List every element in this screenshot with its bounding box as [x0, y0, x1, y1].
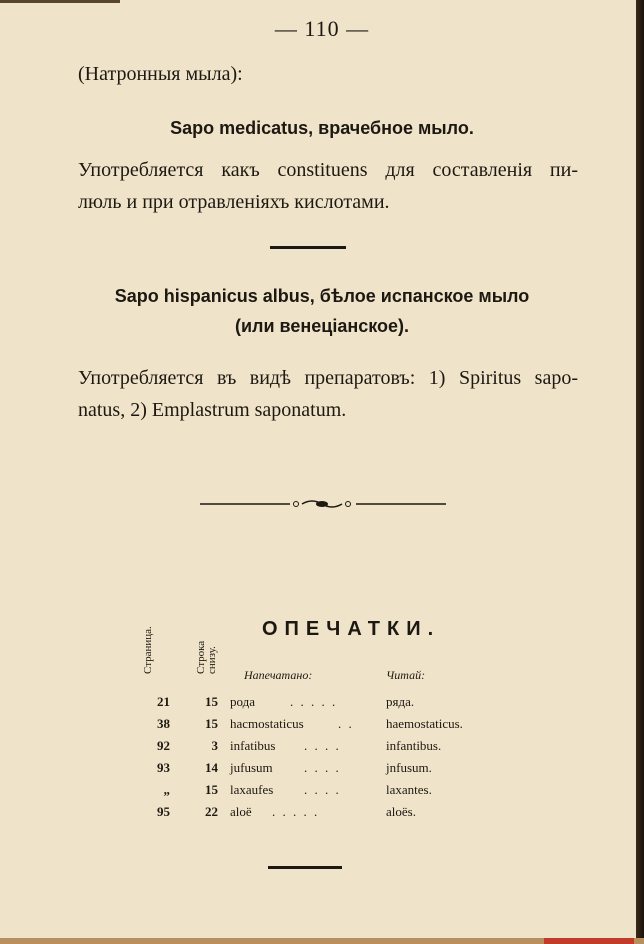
errata-printed: aloë [230, 804, 252, 819]
errata-line: 3 [211, 738, 218, 753]
leader-dots: . . . . [304, 782, 341, 797]
errata-printed: jufusum [230, 760, 273, 775]
leader-dots: . . [338, 716, 354, 731]
errata-read: haemostaticus. [386, 716, 463, 731]
errata-read: infantibus. [386, 738, 442, 753]
errata-read: laxantes. [386, 782, 432, 797]
leader-dots: . . . . . [272, 804, 320, 819]
section1-body-line1: Употребляется какъ constituens для составленія пи- [78, 159, 578, 181]
section2-body-line1: Употребляется въ видѣ препаратовъ: 1) Spiritus sapo- [78, 367, 578, 389]
section-divider-rule [270, 246, 346, 249]
errata-header-line: Строка снизу. [195, 640, 218, 674]
section2-heading-line1: Sapo hispanicus albus, бѣлое испанское мыло [114, 286, 530, 306]
errata-header-printed: Напечатано: [244, 668, 313, 682]
errata-line: 15 [205, 782, 218, 797]
errata-page: 95 [157, 804, 170, 819]
table-row [0, 760, 644, 782]
section2-body-line2: natus, 2) Emplastrum saponatum. [78, 399, 347, 421]
errata-page: „ [163, 782, 170, 797]
errata-printed: infatibus [230, 738, 276, 753]
page-edge-top [0, 0, 120, 3]
page-number: — 110 — [274, 16, 370, 41]
leader-dots: . . . . [304, 738, 341, 753]
errata-page: 21 [157, 694, 170, 709]
errata-line: 14 [205, 760, 218, 775]
closing-rule [268, 866, 342, 869]
table-row [0, 694, 644, 716]
errata-printed: hacmostaticus [230, 716, 304, 731]
table-row [0, 738, 644, 760]
errata-printed: laxaufes [230, 782, 274, 797]
leader-dots: . . . . [304, 760, 341, 775]
leader-dots: . . . . . [290, 694, 338, 709]
section2-heading-line2: (или венеціанское). [234, 316, 409, 336]
errata-line: 22 [205, 804, 218, 819]
errata-read: aloës. [386, 804, 416, 819]
section1-body-line2: люль и при отравленіяхъ кислотами. [78, 191, 390, 213]
errata-header-read: Читай: [386, 668, 426, 682]
table-row [0, 804, 644, 826]
errata-read: jnfusum. [386, 760, 432, 775]
section1-heading: Sapo medicatus, врачебное мыло. [170, 118, 474, 138]
errata-line: 15 [205, 694, 218, 709]
page-edge-bottom-red [544, 938, 634, 944]
page-edge-right [636, 0, 644, 944]
errata-page: 93 [157, 760, 170, 775]
table-row [0, 782, 644, 804]
table-row [0, 716, 644, 738]
errata-title: ОПЕЧАТКИ. [262, 618, 441, 640]
errata-read: ряда. [386, 694, 415, 709]
ornament-divider [200, 496, 446, 512]
errata-page: 38 [157, 716, 170, 731]
natron-soap-note: (Натронныя мыла): [78, 63, 243, 85]
errata-printed: рода [230, 694, 256, 709]
errata-line: 15 [205, 716, 218, 731]
errata-page: 92 [157, 738, 170, 753]
errata-header-page: Страница. [142, 626, 154, 674]
